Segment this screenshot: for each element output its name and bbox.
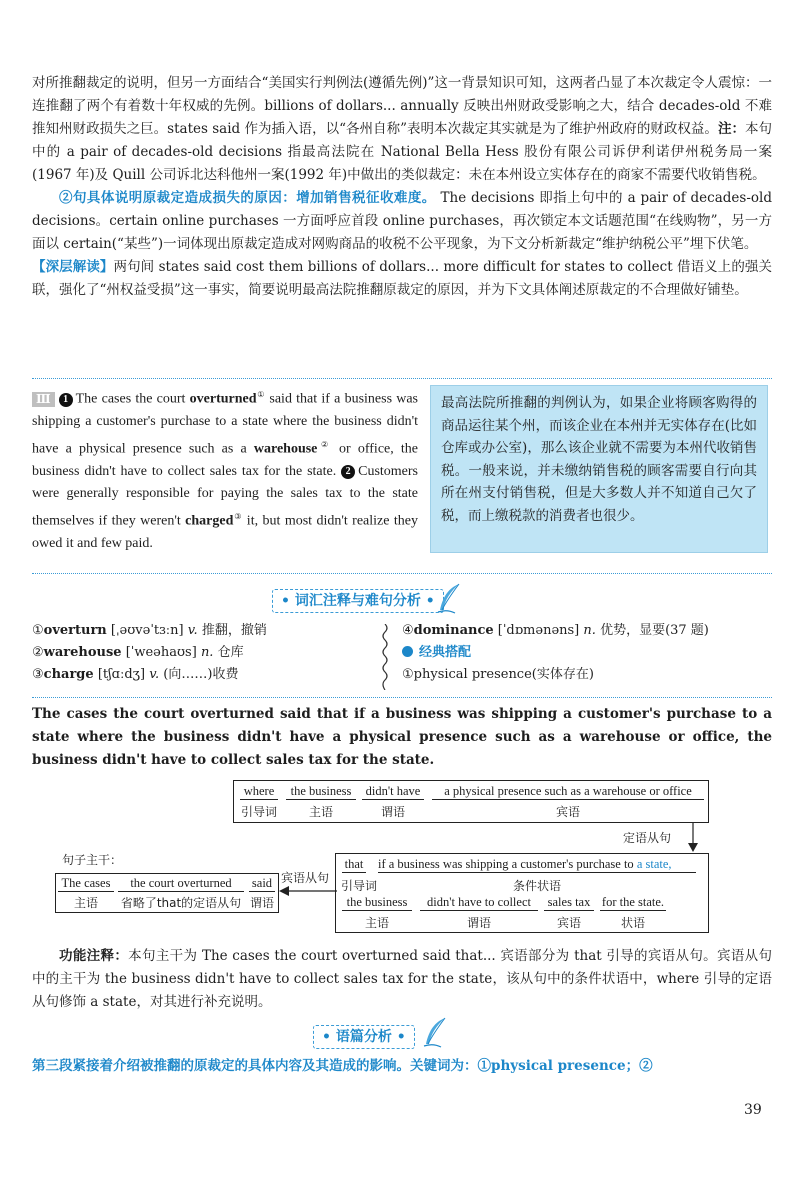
object-clause-box: that 引导词 if a business was shipping a customer's purchase to a state, 条件状语 the business 主语 didn't have to collect 谓语 sales tax 宾语 for the state. 状语 xyxy=(335,853,709,933)
note-label: 注： xyxy=(717,121,745,137)
bullet-icon xyxy=(402,646,413,657)
arrow-left-icon xyxy=(279,884,337,898)
vocab-list xyxy=(32,620,267,686)
attr-clause-label: 定语从句 xyxy=(623,831,672,845)
discourse-section-title: • 语篇分析 • xyxy=(313,1025,415,1049)
vocab-list-right xyxy=(402,620,709,686)
vocab-item: ①overturn [ˌəʊvəˈtɜːn] v. 推翻，撤销 xyxy=(32,623,267,638)
intro-block xyxy=(32,72,772,302)
deep-interpretation: 【深层解读】两句间 states said cost them billions of dollars... more difficult for states to collect 借语义上的强关联，强化了“州权益受损”这一事实，简要说明最高法院推翻原裁定的原因，并为下文具体阐述原裁定的不合理做好铺垫。 xyxy=(32,259,772,298)
page-number: 39 xyxy=(744,1102,762,1118)
deep-label: 【深层解读】 xyxy=(32,259,114,275)
function-note: 功能注释：本句主干为 The cases the court overturned said that... 宾语部分为 that 引导的宾语从句。宾语从句中的主干为 the business didn't have to collect sales tax for the state，该从句中的条件状语中，where 引导的定语从句修饰 a state，对其进行补充说明。 xyxy=(32,948,772,1010)
translation-box: 最高法院所推翻的判例认为，如果企业将顾客购得的商品运往某个州，而该企业在本州并无实体存在(比如仓库或办公室)，那么该企业就不需要为本州代收销售税。一般来说，并未缴纳销售税的顾客需要自行向其所在州支付销售税，但是大多数人并不知道自己欠了税，而上缴税款的消费者也很少。 xyxy=(430,385,768,553)
collocation-item: ①physical presence(实体存在) xyxy=(402,667,594,682)
quill-icon xyxy=(435,582,463,616)
object-clause-label: 宾语从句 xyxy=(281,871,330,885)
divider xyxy=(32,378,772,379)
discourse-text: 第三段紧接着介绍被推翻的原裁定的具体内容及其造成的影响。关键词为：①physical presence；② xyxy=(32,1058,653,1074)
vocab-item: ②warehouse [ˈweəhaʊs] n. 仓库 xyxy=(32,645,244,660)
divider xyxy=(32,697,772,698)
collocation-heading: 经典搭配 xyxy=(402,642,709,664)
note-text: 本句中的 a pair of decades-old decisions 指最高法院在 National Bella Hess 股份有限公司诉伊利诺伊州税务局一案(1967 年)及 Quill 公司诉北达科他州一案(1992 年)中做出的类似裁定：未在本州设立实体存在的商家不需要代收销售税。 xyxy=(32,121,773,183)
vocab-section-title: • 词汇注释与难句分析 • xyxy=(272,589,444,613)
vocab-word-warehouse: warehouse xyxy=(253,441,318,457)
sentence-2-heading: ②句具体说明原裁定造成损失的原因：增加销售税征收难度。 xyxy=(59,190,436,206)
analyzed-sentence: The cases the court overturned said that if a business was shipping a customer's purchase to a state where the business didn't have a physical presence such as a warehouse or office, the business didn't have to collect sales tax for the state. xyxy=(32,706,772,768)
vocab-item: ③charge [tʃɑːdʒ] v. (向……)收费 xyxy=(32,667,239,682)
intro-paragraph-1: 对所推翻裁定的说明，但另一方面结合“美国实行判例法(遵循先例)”这一背景知识可知，这两者凸显了本次裁定令人震惊：一连推翻了两个有着数十年权威的先例。billions of dollars... annually 反映出州财政受影响之大，结合 decades-old 不难推知州财政损失之巨。states said 作为插入语，以“各州自称”表明本次裁定其实就是为了维护州政府的财政权益。注：本句中的 a pair of decades-old decisions 指最高法院在 National Bella Hess 股份有限公司诉伊利诺伊州税务局一案(1967 年)及 Quill 公司诉北达科他州一案(1992 年)中做出的类似裁定：未在本州设立实体存在的商家不需要代收销售税。 xyxy=(32,75,773,183)
attributive-clause-box: where 引导词 the business 主语 didn't have 谓语 a physical presence such as a warehouse or office 宾语 xyxy=(233,780,709,823)
sentence-2-marker: 2 xyxy=(341,465,355,479)
vocab-word-charged: charged xyxy=(185,513,234,529)
spiral-divider xyxy=(381,624,389,690)
passage-paragraph: Ⅲ 1 The cases the court overturned① said that if a business was shipping a customer's purchase to a state where the business didn't have a physical presence such as a warehouse② or office, the business didn't have to collect sales tax for the state. 2 Customers were generally responsible for paying the sales tax to the state themselves if they weren't charged③ it, but most didn't realize they owed it and few paid. xyxy=(32,390,419,551)
section-number-badge: Ⅲ xyxy=(32,392,55,407)
divider xyxy=(32,573,772,574)
sentence-1-marker: 1 xyxy=(59,393,73,407)
vocab-word-overturned: overturned xyxy=(189,391,257,407)
main-clause-caption: 句子主干： xyxy=(62,853,123,867)
arrow-down-icon xyxy=(685,823,701,853)
intro-paragraph-2: ②句具体说明原裁定造成损失的原因：增加销售税征收难度。 The decisions 即指上句中的 a pair of decades-old decisions。certain online purchases 一方面呼应首段 online purchases，再次锁定本文话题范围“在线购物”，另一方面以 certain(“某些”)一词体现出原裁定造成对网购商品的收税不公平现象，为下文分析新裁定“维护纳税公平”埋下伏笔。 xyxy=(32,190,772,252)
vocab-item: ④dominance [ˈdɒmənəns] n. 优势，显要(37 题) xyxy=(402,623,709,638)
function-note-label: 功能注释： xyxy=(59,948,129,964)
quill-icon xyxy=(421,1016,449,1050)
main-clause-box: The cases 主语 the court overturned 省略了that的定语从句 said 谓语 xyxy=(55,873,279,913)
